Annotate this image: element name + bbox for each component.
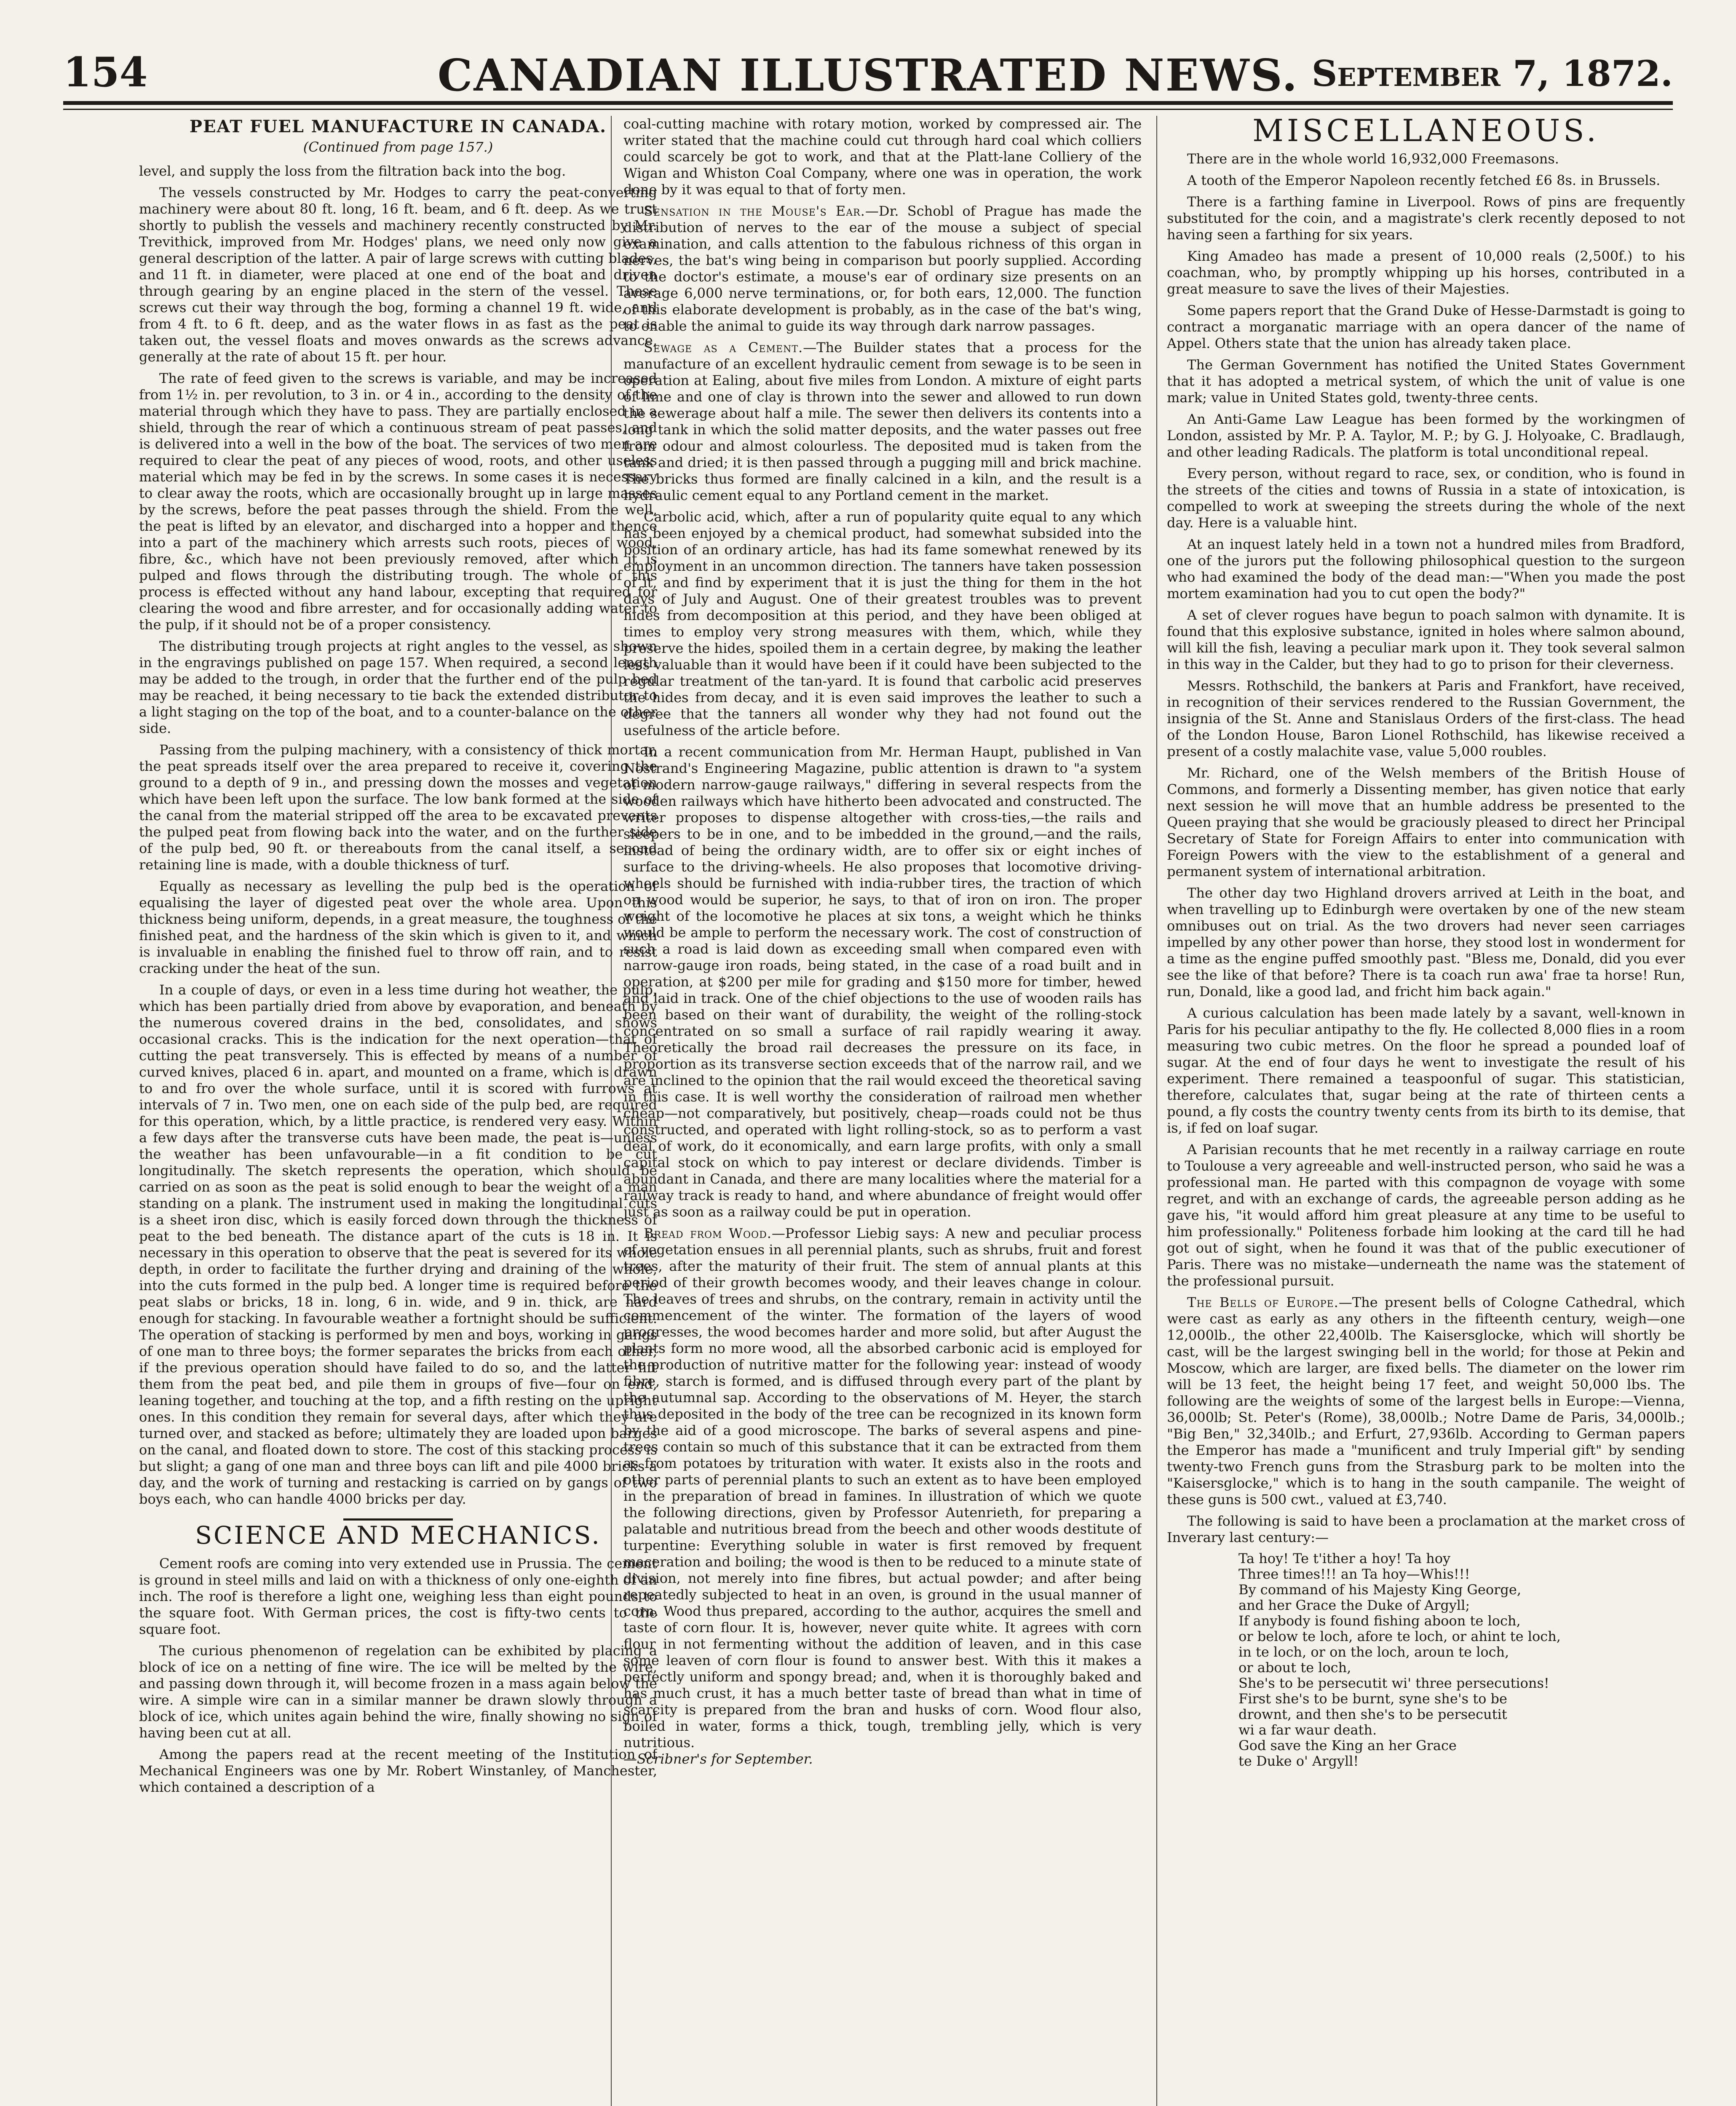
- paragraph: In a recent communication from Mr. Herman Haupt, published in Van Nostrand's Engineering Magazine, public attention is drawn to "a system of modern narrow-gauge railways," differing in several respects from the wooden railways which have hitherto been advocated and constructed. The writer proposes to dispense altogether with cross-ties,—the rails and sleepers to be in one, and to be imbedded in the ground,—and the rails, instead of being the ordinary width, are to offer six or eight inches of surface to the driving-wheels. He also proposes that locomotive driving-wheels should be furnished with india-rubber tires, the traction of which on wood would be superior, he says, to that of iron on iron. The proper weight of the locomotive he places at six tons, a weight which he thinks would be ample to perform the necessary work. The cost of construction of such a road is laid down as exceeding small when compared even with narrow-gauge iron roads, being stated, in the case of a road built and in operation, at $200 per mile for grading and $150 more for timber, hewed and laid in track. One of the chief objections to the use of wooden rails has been based on their want of durability, the weight of the rolling-stock concentrated on so small a surface of rail rapidly wearing it away. Theoretically the broad rail decreases the pressure on its face, in proportion as its transverse section exceeds that of the narrow rail, and we are inclined to the opinion that the rail would exceed the theoretical saving in this case. It is well worthy the consideration of railroad men whether cheap—not comparatively, but positively, cheap—roads could not be thus constructed, and operated with light rolling-stock, so as to perform a vast deal of work, do it economically, and earn large profits, with only a small capital stock on which to pay interest or declare dividends. Timber is abundant in Canada, and there are many localities where the material for a railway track is ready to hand, and where abundance of freight would offer just as soon as a railway could be put in operation.: [623, 744, 1142, 1220]
- verse-line: She's to be persecutit wi' three persecutions!: [1238, 1675, 1549, 1691]
- paragraph: A curious calculation has been made lately by a savant, well-known in Paris for his peculiar antipathy to the fly. He collected 8,000 flies in a room measuring two cubic metres. On the floor he spread a pounded loaf of sugar. At the end of four days he went to investigate the result of his experiment. There remained a teaspoonful of sugar. This statistician, therefore, calculates that, sugar being at the rate of thirteen cents a pound, a fly costs the country twenty cents from its birth to its demise, that is, if fed on loaf sugar.: [1167, 1005, 1685, 1136]
- verse-line: wi a far waur death.: [1238, 1722, 1377, 1738]
- paragraph: The following is said to have been a proclamation at the market cross of Inverary last century:—: [1167, 1513, 1685, 1545]
- paragraph: Among the papers read at the recent meeting of the Institution of Mechanical Engineers was one by Mr. Robert Winstanley, of Manchester, which contained a description of a: [139, 1746, 657, 1795]
- paragraph: Cement roofs are coming into very extended use in Prussia. The cement is ground in steel mills and laid on with a thickness of only one-eighth of an inch. The roof is therefore a light one, weighing less than eight pounds to the square foot. With German prices, the cost is fifty-two cents to the square foot.: [139, 1555, 657, 1637]
- paragraph: The rate of feed given to the screws is variable, and may be increased from 1½ in. per revolution, to 3 in. or 4 in., according to the density of the material through which they have to pass. They are partially enclosed in a shield, through the rear of which a continuous stream of peat passes, and is delivered into a well in the bow of the boat. The services of two men are required to clear the peat of any pieces of wood, roots, and other useless material which may be fed in by the screws. In some cases it is necessary to clear away the roots, which are occasionally brought up in large masses by the screws, before the peat passes through the shield. From the well, the peat is lifted by an elevator, and discharged into a hopper and thence into a part of the machinery which arrests such roots, pieces of wood, fibre, &c., which have not been previously removed, after which it is pulped and flows through the distributing trough. The whole of this process is effected without any hand labour, excepting that required for clearing the wood and fibre arrester, and for occasionally adding water to the pulp, if it should not be of a proper consistency.: [139, 370, 657, 633]
- paragraph: There are in the whole world 16,932,000 Freemasons.: [1187, 151, 1559, 167]
- verse-line: By command of his Majesty King George,: [1238, 1582, 1521, 1598]
- paragraph: In a couple of days, or even in a less time during hot weather, the pulp, which has been partially dried from above by evaporation, and beneath by the numerous covered drains in the bed, consolidates, and shows occasional cracks. This is the indication for the next operation—that of cutting the peat transversely. This is effected by means of a number of curved knives, placed 6 in. apart, and mounted on a frame, which is drawn to and fro over the whole surface, until it is scored with furrows at intervals of 7 in. Two men, one on each side of the pulp bed, are required for this operation, which, by a little practice, is rendered very easy. Within a few days after the transverse cuts have been made, the peat is—unless the weather has been unfavourable—in a fit condition to be cut longitudinally. The sketch represents the operation, which should be carried on as soon as the peat is solid enough to bear the weight of a man standing on a plank. The instrument used in making the longitudinal cuts is a sheet iron disc, which is easily forced down through the thickness of peat to the bed beneath. The distance apart of the cuts is 18 in. It is necessary in this operation to observe that the peat is severed for its whole depth, in order to facilitate the further drying and draining of the whole, into the cuts formed in the pulp bed. A longer time is required before the peat slabs or bricks, 18 in. long, 6 in. wide, and 9 in. thick, are hard enough for stacking. In favourable weather a fortnight should be sufficient. The operation of stacking is performed by men and boys, working in gangs of one man to three boys; the former separates the bricks from each other, if the previous operation should have failed to do so, and the latter lift them from the peat bed, and pile them in groups of five—four on end, leaning together, and touching at the top, and a fifth resting on the upright ones. In this condition they remain for several days, after which they are turned over, and stacked as before; ultimately they are loaded upon barges on the canal, and floated down to store. The cost of this stacking process is but slight; a gang of one man and three boys can lift and pile 4000 bricks a day, and the work of turning and restacking is carried on by gangs of two boys each, who can handle 4000 bricks per day.: [139, 982, 657, 1507]
- column-3: [1167, 116, 1685, 2106]
- column-1: [139, 116, 657, 2106]
- paragraph: Every person, without regard to race, sex, or condition, who is found in the streets of the cities and towns of Russia in a state of intoxication, is compelled to work at sweeping the streets during the whole of the next day. Here is a valuable hint.: [1167, 465, 1685, 531]
- header-rule: [63, 101, 1673, 105]
- paragraph: Some papers report that the Grand Duke of Hesse-Darmstadt is going to contract a morganatic marriage with an opera dancer of the name of Appel. Others state that the union has already taken place.: [1167, 302, 1685, 351]
- paragraph-lead: The Bells of Europe.: [1187, 1294, 1339, 1310]
- page-number: 154: [63, 48, 148, 96]
- verse-line: in te loch, or on the loch, aroun te loch,: [1238, 1644, 1509, 1660]
- paragraph-lead: Sewage as a Cement.: [644, 339, 803, 355]
- paragraph: Equally as necessary as levelling the pulp bed is the operation of equalising the layer of digested peat over the whole area. Upon this thickness being uniform, depends, in a great measure, the toughness of the finished peat, and the hardness of the skin which is given to it, and which is invaluable in enabling the finished fuel to throw off rain, and to resist cracking under the heat of the sun.: [139, 878, 657, 976]
- header-rule-thin: [63, 109, 1673, 110]
- column-divider: [1156, 116, 1157, 2106]
- paragraph: [623, 339, 1142, 504]
- verse-line: and her Grace the Duke of Argyll;: [1238, 1597, 1470, 1613]
- paragraph-body: —Professor Liebig says: A new and peculiar process of vegetation ensues in all perennial plants, such as shrubs, fruit and forest trees, after the maturity of their fruit. The stem of annual plants at this period of their growth becomes woody, and their leaves change in colour. The leaves of trees and shrubs, on the contrary, remain in activity until the commencement of the winter. The formation of the layers of wood progresses, the wood becomes harder and more solid, but after August the plants form no more wood, all the absorbed carbonic acid is employed for the production of nutritive matter for the following year: instead of woody fibre, starch is formed, and is diffused through every part of the plant by the autumnal sap. According to the observations of M. Heyer, the starch thus deposited in the body of the tree can be recognized in its known form by the aid of a good microscope. The barks of several aspens and pine-trees contain so much of this substance that it can be extracted from them as from potatoes by trituration with water. It exists also in the roots and other parts of perennial plants to such an extent as to have been employed in the preparation of bread in famines. In illustration of which we quote the following directions, given by Professor Autenrieth, for preparing a palatable and nutritious bread from the beech and other woods destitute of turpentine: Everything soluble in water is first removed by frequent maceration and boiling; the wood is then to be reduced to a minute state of division, not merely into fine fibres, but actual powder; and after being repeatedly subjected to heat in an oven, is ground in the usual manner of corn. Wood thus prepared, according to the author, acquires the smell and taste of corn flour. It is, however, never quite white. It agrees with corn flour in not fermenting without the addition of leaven, and in this case some leaven of corn flour is found to answer best. With this it makes a perfectly uniform and spongy bread; and, when it is thoroughly baked and has much crust, it has a much better taste of bread than what in time of scarcity is prepared from the bran and husks of corn. Wood flour also, boiled in water, forms a thick, tough, trembling jelly, which is very nutritious.: [623, 1225, 1142, 1751]
- paragraph-body: —The Builder states that a process for the manufacture of an excellent hydraulic cement from sewage is to be seen in operation at Ealing, about five miles from London. A mixture of eight parts of lime and one of clay is thrown into the sewer and allowed to run down the sewerage about half a mile. The sewer then delivers its contents into a long tank in which the solid matter deposits, and the water passes out free from odour and almost colourless. The deposited mud is taken from the tank and dried; it is then passed through a pugging mill and brick machine. The bricks thus formed are finally calcined in a kiln, and the result is a hydraulic cement equal to any Portland cement in the market.: [623, 339, 1142, 503]
- verse-line: drownt, and then she's to be persecutit: [1238, 1706, 1507, 1722]
- paragraph: Carbolic acid, which, after a run of popularity quite equal to any which has been enjoyed by a chemical product, had somewhat subsided into the position of an ordinary article, has had its fame somewhat renewed by its employment in an uncommon direction. The tanners have taken possession of it, and find by experiment that it is just the thing for them in the hot days of July and August. One of their greatest troubles was to prevent hides from decomposition at this period, and they have been obliged at times to employ very strong measures with them, which, while they preserve the hides, spoiled them in a certain degree, by making the leather less valuable than it would have been if it could have been subjected to the regular treatment of the tan-yard. It is found that carbolic acid preserves the hides from decay, and it is even said improves the leather to such a degree that the tanners all wonder why they had not found out the usefulness of the article before.: [623, 509, 1142, 738]
- paragraph: level, and supply the loss from the filtration back into the bog.: [139, 163, 566, 179]
- paragraph-body: —The present bells of Cologne Cathedral, which were cast as early as any others in the fifteenth century, weigh—one 12,000lb., the other 22,400lb. The Kaisersglocke, which will shortly be cast, will be the largest swinging bell in the world; for those at Pekin and Moscow, which are larger, are fixed bells. The diameter on the lower rim will be 13 feet, the height being 17 feet, and weight 50,000 lbs. The following are the weights of some of the largest bells in Europe:—Vienna, 36,000lb; St. Peter's (Rome), 38,000lb.; Notre Dame de Paris, 34,000lb.; "Big Ben," 32,340lb.; and Erfurt, 27,936lb. According to German papers the Emperor has made a "munificent and truly Imperial gift" by sending twenty-two French guns from the Strasburg park to be molten into the "Kaisersglocke," which is to hang in the south campanile. The weight of these guns is 500 cwt., valued at £3,740.: [1167, 1294, 1685, 1507]
- paragraph: The German Government has notified the United States Government that it has adopted a metrical system, of which the unit of value is one mark; value in United States gold, twenty-three cents.: [1167, 357, 1685, 406]
- paragraph: A Parisian recounts that he met recently in a railway carriage en route to Toulouse a very agreeable and well-instructed person, who said he was a professional man. He parted with this compagnon de voyage with some regret, and with an exchange of cards, the agreeable person adding as he gave his, "it would afford him great pleasure at any time to be useful to him professionally." Politeness forbade him looking at the card till he had got out of sight, when he found it was that of the public executioner of Paris. There was no mistake—underneath the name was the statement of the professional pursuit.: [1167, 1141, 1685, 1289]
- paragraph-lead: Sensation in the Mouse's Ear.: [644, 203, 865, 219]
- source-credit: —Scribner's for September.: [623, 1751, 813, 1767]
- paragraph: The curious phenomenon of regelation can be exhibited by placing a block of ice on a netting of fine wire. The ice will be melted by the wire, and passing down through it, will become frozen in a mass again below the wire. A simple wire can in a similar manner be drawn slowly through a block of ice, which unites again behind the wire, finally showing no sign of having been cut at all.: [139, 1643, 657, 1741]
- paragraph: Mr. Richard, one of the Welsh members of the British House of Commons, and formerly a Dissenting member, has given notice that early next session he will move that an humble address be presented to the Queen praying that she would be graciously pleased to direct her Principal Secretary of State for Foreign Affairs to enter into communication with Foreign Powers with the view to the establishment of a general and permanent system of international arbitration.: [1167, 765, 1685, 879]
- paragraph: An Anti-Game Law League has been formed by the workingmen of London, assisted by Mr. P. A. Taylor, M. P.; by G. J. Holyoake, C. Bradlaugh, and other leading Radicals. The platform is total unconditional repeal.: [1167, 411, 1685, 460]
- paragraph: At an inquest lately held in a town not a hundred miles from Bradford, one of the jurors put the following philosophical question to the surgeon who had examined the body of the dead man:—"When you made the post mortem examination had you to cut open the body?": [1167, 536, 1685, 601]
- section-title-science: SCIENCE AND MECHANICS.: [195, 1521, 601, 1550]
- paragraph: Passing from the pulping machinery, with a consistency of thick mortar, the peat spreads itself over the area prepared to receive it, covering the ground to a depth of 9 in., and pressing down the mosses and vegetation which have been left upon the surface. The low bank formed at the side of the canal from the material stripped off the area to be excavated prevents the pulped peat from flowing back into the water, and on the further side of the pulp bed, 90 ft. or thereabouts from the canal itself, a second retaining line is made, with a double thickness of turf.: [139, 742, 657, 873]
- verse-line: or about te loch,: [1238, 1660, 1351, 1676]
- continued-note: (Continued from page 157.): [303, 139, 493, 155]
- paragraph: [623, 203, 1142, 334]
- paragraph-body: —Dr. Schobl of Prague has made the distribution of nerves to the ear of the mouse a subject of special examination, and calls attention to the fabulous richness of this organ in nerves, the bat's wing being in comparison but poorly supplied. According to the doctor's estimate, a mouse's ear of ordinary size presents on an average 6,000 nerve terminations, or, for both ears, 12,000. The function of this elaborate development is probably, as in the case of the bat's wing, to enable the animal to guide its way through dark narrow passages.: [623, 203, 1142, 334]
- paragraph-lead: Bread from Wood.: [644, 1225, 772, 1241]
- verse-line: Ta hoy! Te t'ither a hoy! Ta hoy: [1238, 1550, 1451, 1566]
- column-2: [623, 116, 1142, 2106]
- verse-line: Three times!!! an Ta hoy—Whis!!!: [1238, 1566, 1470, 1582]
- masthead: CANADIAN ILLUSTRATED NEWS.: [437, 49, 1299, 101]
- paragraph: King Amadeo has made a present of 10,000 reals (2,500f.) to his coachman, who, by promptly whipping up his horses, contributed in a great measure to save the lives of their Majesties.: [1167, 248, 1685, 297]
- section-title-miscellaneous: MISCELLANEOUS.: [1252, 116, 1600, 148]
- paragraph: The vessels constructed by Mr. Hodges to carry the peat-converting machinery were about 80 ft. long, 16 ft. beam, and 6 ft. deep. As we trust shortly to publish the vessels and machinery recently constructed by Mr. Trevithick, improved from Mr. Hodges' plans, we need only now give a general description of the latter. A pair of large screws with cutting blades, and 11 ft. in diameter, were placed at one end of the boat and driven through gearing by an engine placed in the stern of the vessel. These screws cut their way through the bog, forming a channel 19 ft. wide, and from 4 ft. to 6 ft. deep, and as the water flows in as fast as the peat is taken out, the vessel floats and moves onwards as the screws advance, generally at the rate of about 15 ft. per hour.: [139, 184, 657, 365]
- page-header: [63, 40, 1673, 107]
- paragraph: The other day two Highland drovers arrived at Leith in the boat, and when travelling up to Edinburgh were overtaken by one of the new steam omnibuses out on trial. As the two drovers had never seen carriages impelled by any other power than horse, they stood lost in wonderment for a time as the engine puffed smoothly past. "Bless me, Donald, did you ever see the like of that before? There is ta coach run awa' frae ta horse! Run, run, Donald, like a good lad, and fricht him back again.": [1167, 885, 1685, 1000]
- paragraph: Messrs. Rothschild, the bankers at Paris and Frankfort, have received, in recognition of their services rendered to the Russian Government, the insignia of the St. Anne and Stanislaus Orders of the first-class. The head of the London House, Baron Lionel Rothschild, has likewise received a present of a costly malachite vase, value 5,000 roubles.: [1167, 678, 1685, 759]
- paragraph: coal-cutting machine with rotary motion, worked by compressed air. The writer stated that the machine could cut through hard coal which colliers could scarcely be got to work, and that at the Platt-lane Colliery of the Wigan and Whiston Coal Company, where one was in operation, the work done by it was equal to that of forty men.: [623, 116, 1142, 198]
- paragraph: [1167, 1294, 1685, 1508]
- paragraph: A tooth of the Emperor Napoleon recently fetched £6 8s. in Brussels.: [1187, 172, 1661, 188]
- paragraph: A set of clever rogues have begun to poach salmon with dynamite. It is found that this explosive substance, ignited in holes where salmon abound, will kill the fish, leaving a peculiar mark upon it. They took several salmon in this way in the Calder, but they had to go to prison for their cleverness.: [1167, 607, 1685, 672]
- paragraph: [623, 1225, 1142, 1767]
- verse-line: If anybody is found fishing aboon te loch,: [1238, 1613, 1521, 1629]
- proclamation-verse: [1238, 1551, 1685, 1769]
- verse-line: te Duke o' Argyll!: [1238, 1753, 1359, 1769]
- verse-line: or below te loch, afore te loch, or ahint te loch,: [1238, 1628, 1561, 1644]
- verse-line: First she's to be burnt, syne she's to be: [1238, 1691, 1507, 1707]
- verse-line: God save the King an her Grace: [1238, 1737, 1457, 1753]
- paragraph: There is a farthing famine in Liverpool. Rows of pins are frequently substituted for the coin, and a magistrate's clerk recently deposed to not having seen a farthing for six years.: [1167, 194, 1685, 243]
- issue-date: September 7, 1872.: [1311, 53, 1673, 94]
- section-separator: [343, 1518, 453, 1521]
- article-title-peat: PEAT FUEL MANUFACTURE IN CANADA.: [189, 117, 607, 136]
- paragraph: The distributing trough projects at right angles to the vessel, as shown in the engravings published on page 157. When required, a second length may be added to the trough, in order that the further end of the pulp bed may be reached, it being necessary to tie back the extended distributor to a light staging on the top of the boat, and to a counter-balance on the other side.: [139, 638, 657, 736]
